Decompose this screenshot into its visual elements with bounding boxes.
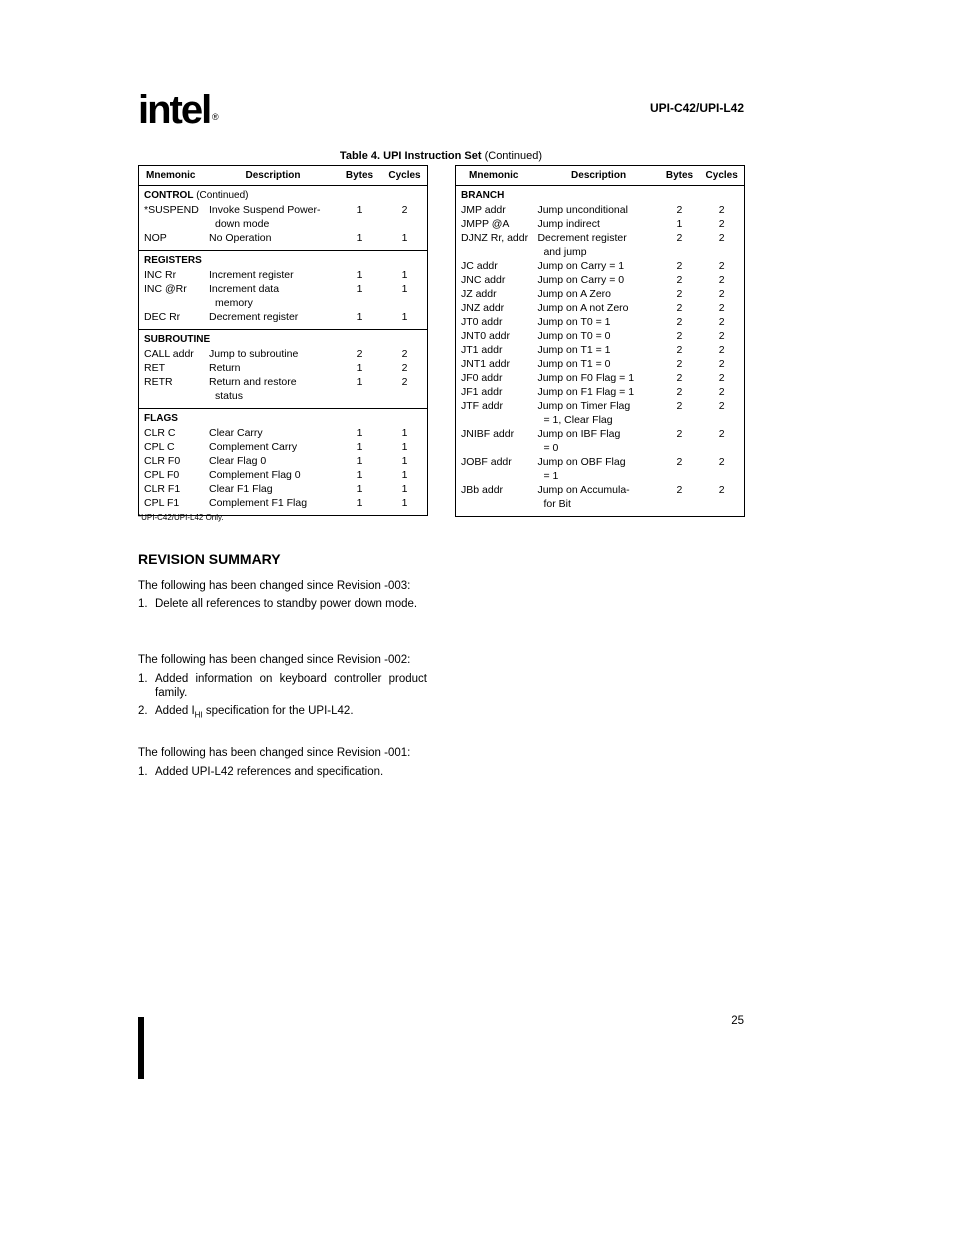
cell-mnemonic: CLR F0 <box>144 455 181 467</box>
cell-cycles: 1 <box>401 483 408 495</box>
cell-bytes: 2 <box>676 344 683 356</box>
cell-mnemonic: DEC Rr <box>144 311 181 323</box>
description-line: Jump on A not Zero <box>537 302 629 314</box>
cell-bytes: 2 <box>676 428 683 440</box>
description-line: Decrement register <box>209 311 299 323</box>
cell-mnemonic: JMP addr <box>461 204 506 216</box>
cell-mnemonic: JF0 addr <box>461 372 503 384</box>
revision-item <box>138 765 427 779</box>
description-line: Jump on IBF Flag <box>537 428 621 440</box>
table-row <box>456 483 744 511</box>
description-line: Invoke Suspend Power- <box>209 204 321 216</box>
table-groups <box>139 186 427 515</box>
table-row <box>139 426 427 440</box>
cell-bytes: 1 <box>356 283 363 295</box>
description-line: Clear Carry <box>209 427 263 439</box>
cell-bytes: 2 <box>676 274 683 286</box>
item-number: 1. <box>138 598 148 610</box>
cell-description <box>537 315 659 329</box>
cell-description <box>209 426 337 440</box>
logo-text: intel <box>138 88 211 132</box>
table-row <box>456 203 744 217</box>
item-text: Delete all references to standby power down mode. <box>155 598 418 610</box>
group-title <box>139 333 427 347</box>
cell-description <box>537 259 659 273</box>
cell-mnemonic: NOP <box>144 232 167 244</box>
cell-description <box>209 231 337 245</box>
cell-bytes: 2 <box>676 358 683 370</box>
cell-bytes: 1 <box>356 469 363 481</box>
cell-bytes: 2 <box>356 348 363 360</box>
description-line: Jump on Carry = 1 <box>537 260 625 272</box>
cell-mnemonic: JF1 addr <box>461 386 503 398</box>
group-title <box>456 189 744 203</box>
description-line: Jump on T1 = 1 <box>537 344 611 356</box>
description-continuation: and jump <box>543 246 587 258</box>
table-row <box>139 268 427 282</box>
table-row <box>456 371 744 385</box>
cell-bytes: 2 <box>676 316 683 328</box>
table-row <box>456 301 744 315</box>
cell-bytes: 1 <box>356 362 363 374</box>
group-title-text: REGISTERS <box>144 255 202 266</box>
description-continuation: down mode <box>215 218 270 230</box>
description-line: Complement Carry <box>209 441 298 453</box>
table-caption-title: Table 4. UPI Instruction Set <box>339 150 482 162</box>
cell-cycles: 2 <box>401 204 408 216</box>
revision-intro: The following has been changed since Revision -002: <box>138 654 411 666</box>
cell-bytes: 2 <box>676 330 683 342</box>
description-line: Return <box>209 362 241 374</box>
description-line: Jump on Carry = 0 <box>537 274 625 286</box>
item-text <box>155 704 427 722</box>
table-row <box>456 455 744 483</box>
description-line: Jump on Accumula- <box>537 484 630 496</box>
description-line: Decrement register <box>537 232 627 244</box>
cell-description <box>209 375 337 403</box>
cell-mnemonic: CPL F0 <box>144 469 180 481</box>
cell-description <box>537 287 659 301</box>
table-row <box>456 343 744 357</box>
revision-item <box>138 704 427 722</box>
cell-description <box>537 329 659 343</box>
cell-mnemonic: *SUSPEND <box>144 204 199 216</box>
header-mnemonic: Mnemonic <box>469 170 519 181</box>
table-row <box>139 310 427 324</box>
cell-bytes: 1 <box>356 427 363 439</box>
cell-bytes: 2 <box>676 204 683 216</box>
item-number: 1. <box>138 766 148 778</box>
revision-block-001 <box>138 746 427 779</box>
group-title <box>139 254 427 268</box>
cell-bytes: 1 <box>356 497 363 509</box>
cell-mnemonic: CPL C <box>144 441 175 453</box>
table-row <box>139 282 427 310</box>
revision-intro: The following has been changed since Revision -003: <box>138 580 411 592</box>
table-header <box>139 166 427 186</box>
cell-mnemonic: JBb addr <box>461 484 504 496</box>
revision-summary-title: REVISION SUMMARY <box>138 551 281 567</box>
cell-mnemonic: CALL addr <box>144 348 194 360</box>
change-bar <box>138 1017 144 1079</box>
cell-mnemonic: JOBF addr <box>461 456 512 468</box>
group-title-text: FLAGS <box>144 413 178 424</box>
cell-bytes: 1 <box>356 441 363 453</box>
cell-mnemonic: JNZ addr <box>461 302 505 314</box>
revision-item <box>138 672 427 700</box>
table-row <box>456 329 744 343</box>
cell-cycles: 2 <box>718 456 725 468</box>
item-text-subscript: HI <box>194 710 203 720</box>
table-group <box>139 330 427 409</box>
cell-description <box>209 268 337 282</box>
cell-bytes: 2 <box>676 232 683 244</box>
cell-cycles: 2 <box>718 344 725 356</box>
table-group <box>139 251 427 330</box>
cell-description <box>209 468 337 482</box>
group-title-suffix: (Continued) <box>193 190 249 201</box>
description-line: Complement F1 Flag <box>209 497 308 509</box>
table-groups <box>456 186 744 516</box>
group-title <box>139 412 427 426</box>
description-line: Complement Flag 0 <box>209 469 301 481</box>
description-continuation: memory <box>215 297 253 309</box>
cell-cycles: 1 <box>401 269 408 281</box>
page-number: 25 <box>731 1015 744 1027</box>
header-mnemonic: Mnemonic <box>146 170 196 181</box>
item-number: 1. <box>138 673 148 685</box>
description-line: Jump on Timer Flag <box>537 400 631 412</box>
cell-mnemonic: JNIBF addr <box>461 428 515 440</box>
group-title-text: SUBROUTINE <box>144 334 211 345</box>
cell-mnemonic: JT0 addr <box>461 316 503 328</box>
cell-cycles: 2 <box>401 348 408 360</box>
cell-description <box>537 371 659 385</box>
cell-description <box>209 440 337 454</box>
cell-bytes: 1 <box>356 483 363 495</box>
description-line: Jump on A Zero <box>537 288 611 300</box>
header-description: Description <box>245 170 301 181</box>
description-line: Jump on T1 = 0 <box>537 358 611 370</box>
cell-mnemonic: JZ addr <box>461 288 497 300</box>
table-row <box>456 385 744 399</box>
cell-cycles: 2 <box>718 316 725 328</box>
cell-bytes: 2 <box>676 288 683 300</box>
intel-logo <box>138 88 219 132</box>
description-line: Return and restore <box>209 376 297 388</box>
cell-description <box>537 357 659 371</box>
item-text-pre: Added I <box>155 705 195 717</box>
item-text: Added information on keyboard controller product family. <box>155 673 427 699</box>
cell-bytes: 1 <box>356 376 363 388</box>
cell-bytes: 1 <box>356 204 363 216</box>
cell-description <box>537 203 659 217</box>
cell-mnemonic: INC @Rr <box>144 283 187 295</box>
table-row <box>139 440 427 454</box>
description-continuation: for Bit <box>543 498 571 510</box>
header-bytes: Bytes <box>665 170 694 181</box>
cell-bytes: 2 <box>676 484 683 496</box>
cell-description <box>537 273 659 287</box>
header-cycles: Cycles <box>388 170 421 181</box>
header-description: Description <box>571 170 627 181</box>
table-row <box>139 203 427 231</box>
cell-mnemonic: CPL F1 <box>144 497 180 509</box>
table-row <box>456 273 744 287</box>
cell-description <box>209 282 337 310</box>
description-line: Clear Flag 0 <box>209 455 267 467</box>
table-row <box>456 315 744 329</box>
cell-cycles: 2 <box>718 428 725 440</box>
header-cycles: Cycles <box>705 170 738 181</box>
description-line: Jump on OBF Flag <box>537 456 626 468</box>
group-title <box>139 189 427 203</box>
cell-description <box>537 427 659 455</box>
cell-description <box>209 496 337 510</box>
cell-description <box>537 343 659 357</box>
table-row <box>456 259 744 273</box>
table-row <box>456 427 744 455</box>
cell-description <box>537 301 659 315</box>
table-row <box>139 468 427 482</box>
description-continuation: = 1, Clear Flag <box>543 414 613 426</box>
cell-cycles: 2 <box>718 330 725 342</box>
cell-bytes: 2 <box>676 400 683 412</box>
cell-description <box>537 217 659 231</box>
cell-description <box>209 203 337 231</box>
cell-mnemonic: JNT0 addr <box>461 330 511 342</box>
cell-mnemonic: JNT1 addr <box>461 358 511 370</box>
cell-mnemonic: RETR <box>144 376 173 388</box>
cell-mnemonic: JMPP @A <box>461 218 510 230</box>
cell-description <box>537 385 659 399</box>
revision-block-003 <box>138 579 427 611</box>
table-footnote: *UPI-C42/UPI-L42 Only. <box>138 513 224 522</box>
table-row <box>139 347 427 361</box>
cell-cycles: 2 <box>401 376 408 388</box>
cell-mnemonic: JC addr <box>461 260 498 272</box>
cell-description <box>537 231 659 259</box>
table-row <box>456 287 744 301</box>
cell-mnemonic: JT1 addr <box>461 344 503 356</box>
cell-description <box>209 310 337 324</box>
cell-mnemonic: DJNZ Rr, addr <box>461 232 529 244</box>
table-group <box>456 186 744 516</box>
cell-bytes: 2 <box>676 372 683 384</box>
instruction-table-right <box>455 165 745 517</box>
description-line: Jump on F1 Flag = 1 <box>537 386 635 398</box>
description-line: Jump to subroutine <box>209 348 299 360</box>
cell-cycles: 2 <box>718 386 725 398</box>
description-line: No Operation <box>209 232 272 244</box>
cell-mnemonic: CLR F1 <box>144 483 181 495</box>
cell-cycles: 2 <box>718 400 725 412</box>
cell-bytes: 2 <box>676 386 683 398</box>
description-continuation: = 1 <box>543 470 559 482</box>
item-text-post: specification for the UPI-L42. <box>202 705 354 717</box>
cell-description <box>209 454 337 468</box>
cell-mnemonic: JTF addr <box>461 400 504 412</box>
item-number: 2. <box>138 705 148 717</box>
cell-description <box>537 455 659 483</box>
table-group <box>139 186 427 251</box>
cell-cycles: 1 <box>401 311 408 323</box>
cell-description <box>537 483 659 511</box>
revision-block-002 <box>138 653 427 722</box>
table-header <box>456 166 744 186</box>
table-row <box>139 482 427 496</box>
cell-cycles: 1 <box>401 232 408 244</box>
cell-bytes: 2 <box>676 456 683 468</box>
table-row <box>456 399 744 427</box>
table-caption-suffix: (Continued) <box>481 150 543 162</box>
cell-cycles: 1 <box>401 497 408 509</box>
cell-cycles: 2 <box>718 218 725 230</box>
cell-cycles: 2 <box>718 204 725 216</box>
cell-cycles: 2 <box>718 484 725 496</box>
cell-cycles: 2 <box>718 260 725 272</box>
table-row <box>139 231 427 245</box>
cell-bytes: 2 <box>676 260 683 272</box>
cell-description <box>209 347 337 361</box>
description-line: Jump unconditional <box>537 204 628 216</box>
cell-description <box>209 482 337 496</box>
table-row <box>139 454 427 468</box>
registered-mark: ® <box>212 112 219 122</box>
description-line: Increment register <box>209 269 294 281</box>
cell-bytes: 1 <box>356 269 363 281</box>
table-caption <box>138 150 744 162</box>
cell-cycles: 1 <box>401 427 408 439</box>
description-line: Jump indirect <box>537 218 600 230</box>
description-continuation: status <box>215 390 244 402</box>
group-title-text: BRANCH <box>461 190 505 201</box>
group-title-text: CONTROL <box>144 190 194 201</box>
table-row <box>139 361 427 375</box>
cell-cycles: 2 <box>718 274 725 286</box>
cell-cycles: 2 <box>718 288 725 300</box>
cell-cycles: 2 <box>718 302 725 314</box>
cell-mnemonic: RET <box>144 362 165 374</box>
cell-mnemonic: INC Rr <box>144 269 177 281</box>
document-id: UPI-C42/UPI-L42 <box>649 101 744 115</box>
cell-cycles: 2 <box>718 232 725 244</box>
cell-cycles: 2 <box>718 372 725 384</box>
cell-bytes: 1 <box>356 232 363 244</box>
cell-cycles: 1 <box>401 469 408 481</box>
revision-item <box>138 597 427 611</box>
cell-bytes: 1 <box>356 455 363 467</box>
cell-cycles: 1 <box>401 283 408 295</box>
description-line: Clear F1 Flag <box>209 483 273 495</box>
table-row <box>139 496 427 510</box>
description-continuation: = 0 <box>543 442 559 454</box>
cell-mnemonic: CLR C <box>144 427 176 439</box>
cell-mnemonic: JNC addr <box>461 274 506 286</box>
table-group <box>139 409 427 515</box>
cell-cycles: 2 <box>401 362 408 374</box>
cell-description <box>537 399 659 427</box>
item-text: Added UPI-L42 references and specification. <box>155 766 384 778</box>
table-row <box>456 217 744 231</box>
table-row <box>456 231 744 259</box>
description-line: Jump on T0 = 0 <box>537 330 611 342</box>
cell-cycles: 1 <box>401 441 408 453</box>
description-line: Jump on F0 Flag = 1 <box>537 372 635 384</box>
instruction-table-left <box>138 165 428 516</box>
cell-description <box>209 361 337 375</box>
header-bytes: Bytes <box>345 170 374 181</box>
cell-bytes: 1 <box>356 311 363 323</box>
description-line: Jump on T0 = 1 <box>537 316 611 328</box>
description-line: Increment data <box>209 283 280 295</box>
table-row <box>139 375 427 403</box>
cell-bytes: 1 <box>676 218 683 230</box>
cell-bytes: 2 <box>676 302 683 314</box>
cell-cycles: 1 <box>401 455 408 467</box>
cell-cycles: 2 <box>718 358 725 370</box>
revision-intro: The following has been changed since Revision -001: <box>138 747 411 759</box>
table-row <box>456 357 744 371</box>
